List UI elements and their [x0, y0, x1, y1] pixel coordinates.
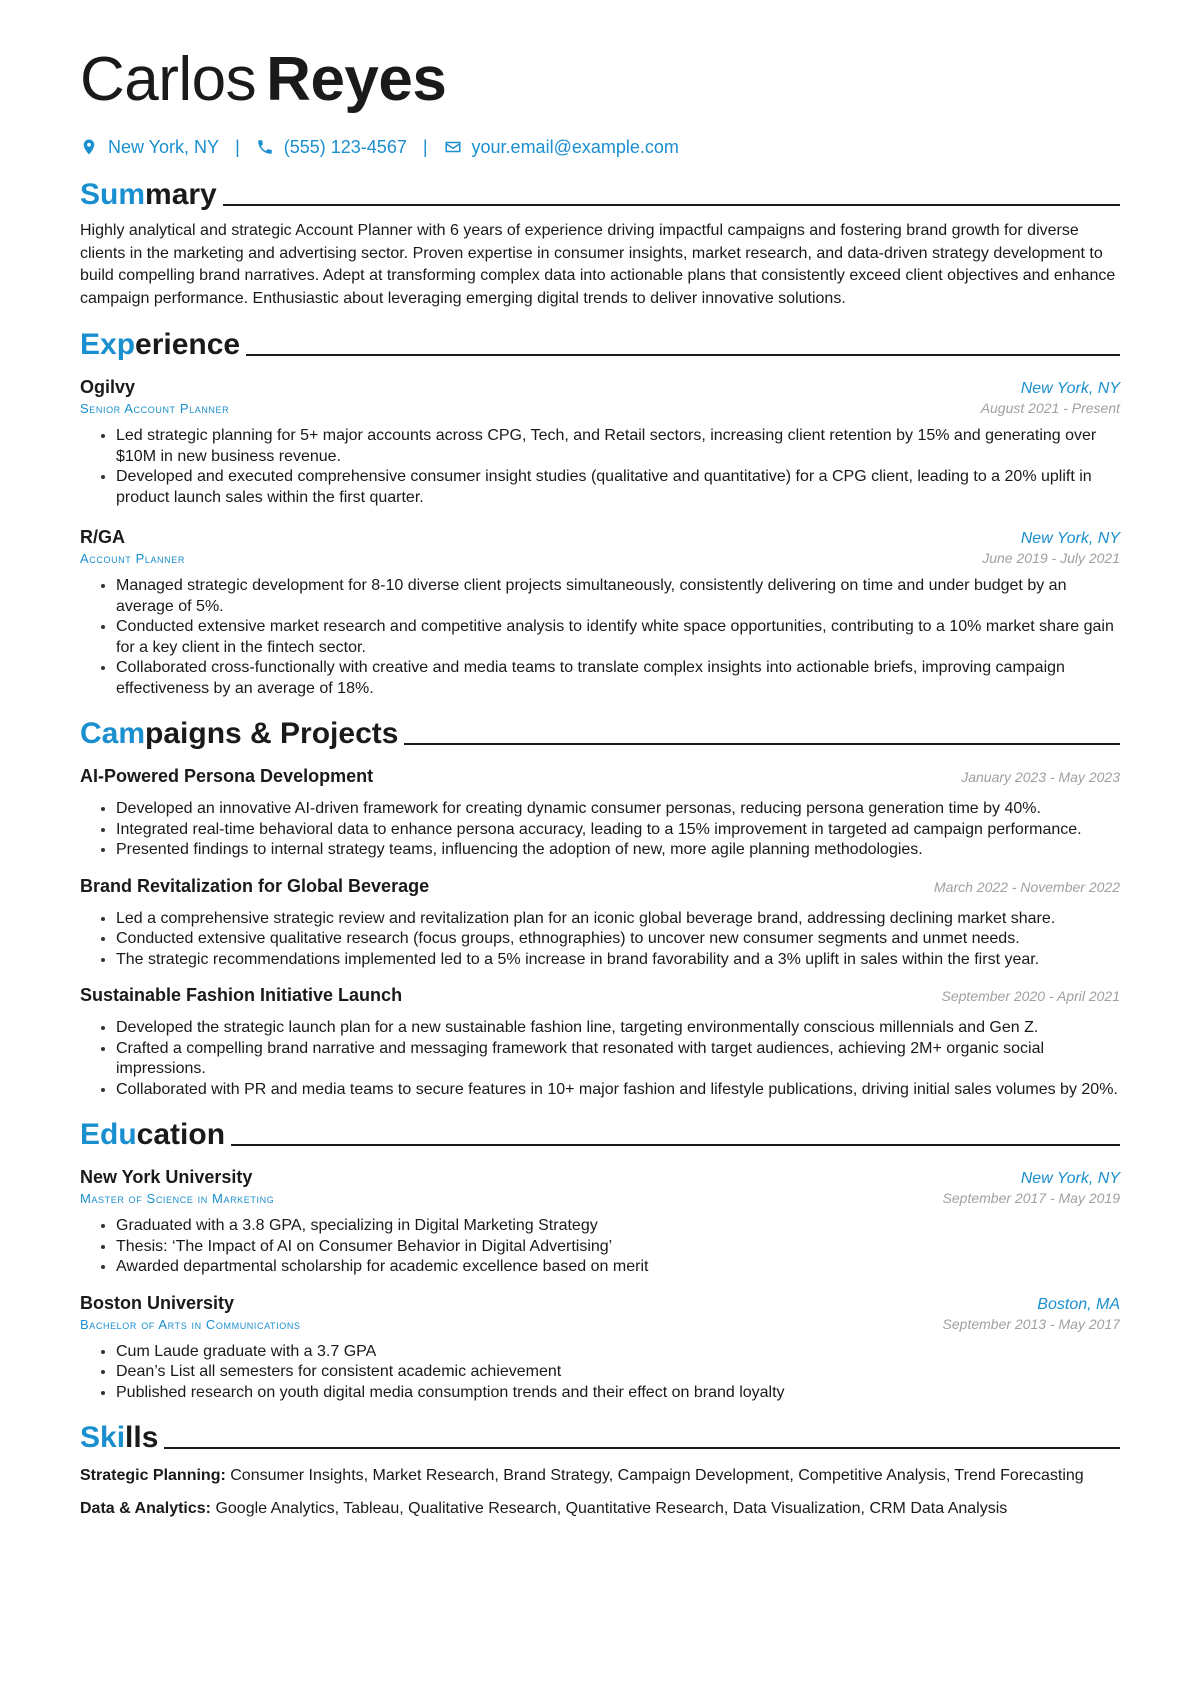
project-entry: [80, 763, 1120, 861]
entry-dates: September 2017 - May 2019: [942, 1190, 1120, 1206]
skill-category: Strategic Planning:: [80, 1467, 226, 1484]
skill-category: Data & Analytics:: [80, 1499, 211, 1517]
education-entry: [80, 1290, 1120, 1404]
location-text: New York, NY: [108, 136, 220, 157]
project-title: Sustainable Fashion Initiative Launch: [80, 985, 403, 1005]
entry-dates: August 2021 - Present: [980, 400, 1120, 416]
skill-values: Consumer Insights, Market Research, Brand Strategy, Campaign Development, Competitive Analysis, Trend Forecasting: [230, 1467, 1084, 1484]
phone-text[interactable]: (555) 123-4567: [283, 136, 407, 157]
section-rule: [246, 354, 1120, 356]
bullet-item: • Conducted extensive market research and competitive analysis to identify white space opportunities, contributing to a 10% market share gain for a key client in the fintech sector.: [116, 617, 1120, 658]
section-title: Education: [80, 1118, 226, 1151]
candidate-name: [80, 40, 1120, 120]
entry-dates: June 2019 - July 2021: [982, 550, 1120, 566]
company-name: R/GA: [80, 527, 125, 547]
entry-dates: March 2022 - November 2022: [934, 878, 1120, 895]
bullet-item: • Integrated real-time behavioral data to enhance persona accuracy, leading to a 15% improvement in targeted ad campaign performance.: [116, 820, 1120, 841]
company-name: Ogilvy: [80, 377, 136, 397]
section-title: Experience: [80, 328, 241, 361]
resume-page: [80, 40, 1120, 1520]
project-entry: [80, 982, 1120, 1100]
contact-email[interactable]: [444, 137, 679, 158]
bullet-item: • Managed strategic development for 8-10 diverse client projects simultaneously, consistently delivering on time and under budget by an average of 5%.: [116, 576, 1120, 617]
bullet-item: • Led a comprehensive strategic review and revitalization plan for an iconic global beverage brand, addressing declining market share.: [116, 909, 1120, 930]
bullet-item: • Cum Laude graduate with a 3.7 GPA: [116, 1342, 1120, 1363]
first-name: Carlos: [80, 45, 257, 114]
bullet-item: • Dean’s List all semesters for consistent academic achievement: [116, 1362, 1120, 1383]
degree-title: Bachelor of Arts in Communications: [80, 1316, 301, 1332]
bullet-item: • Developed the strategic launch plan for a new sustainable fashion line, targeting environmentally conscious millennials and Gen Z.: [116, 1018, 1120, 1039]
experience-entry: [80, 524, 1120, 699]
contact-bar: [80, 134, 1120, 160]
bullet-item: • Developed and executed comprehensive consumer insight studies (qualitative and quantitative) for a CPG client, leading to a 20% uplift in product launch sales within the first quarter.: [116, 467, 1120, 508]
bullet-item: • Graduated with a 3.8 GPA, specializing in Digital Marketing Strategy: [116, 1216, 1120, 1237]
entry-dates: September 2013 - May 2017: [942, 1315, 1120, 1332]
school-name: Boston University: [80, 1292, 235, 1313]
summary-text: Highly analytical and strategic Account Planner with 6 years of experience driving impactful campaigns and fostering brand growth for diverse clients in the marketing and advertising sector. Proven expertise in consumer insights, market research, and data-driven strategy development to build compelling brand narratives. Adept at transforming complex data into actionable plans that consistently exceed client objectives and enhance campaign performance. Enthusiastic about leveraging emerging digital trends to deliver innovative solutions.: [80, 222, 1116, 307]
education-heading: [80, 1114, 1120, 1152]
section-title: Summary: [80, 178, 217, 211]
school-name: New York University: [80, 1167, 253, 1187]
entry-dates: January 2023 - May 2023: [961, 769, 1120, 785]
bullet-list: [80, 1216, 1120, 1278]
entry-location: Boston, MA: [1037, 1295, 1120, 1313]
section-rule: [404, 743, 1120, 745]
section-title: Skills: [80, 1421, 159, 1454]
section-rule: [164, 1447, 1120, 1449]
contact-separator: |: [235, 136, 240, 157]
map-pin-icon: [80, 138, 98, 156]
project-entry: [80, 873, 1120, 971]
entry-location: New York, NY: [1020, 380, 1120, 397]
bullet-item: • Conducted extensive qualitative research (focus groups, ethnographies) to uncover new consumer segments and unmet needs.: [116, 929, 1120, 950]
bullet-item: • Crafted a compelling brand narrative and messaging framework that resonated with target audiences, achieving 2M+ organic social impressions.: [116, 1039, 1120, 1080]
bullet-list: [80, 576, 1120, 699]
bullet-item: • Developed an innovative AI-driven framework for creating dynamic consumer personas, reducing persona generation time by 40%.: [116, 799, 1120, 820]
skill-row: [80, 1498, 1120, 1521]
bullet-list: [80, 1018, 1120, 1100]
education-entry: [80, 1164, 1120, 1278]
bullet-item: • Led strategic planning for 5+ major accounts across CPG, Tech, and Retail sectors, increasing client retention by 15% and generating over $10M in new business revenue.: [116, 426, 1120, 467]
skills-heading: [80, 1417, 1120, 1455]
email-icon: [444, 138, 462, 156]
project-title: AI-Powered Persona Development: [80, 766, 374, 786]
entry-dates: September 2020 - April 2021: [941, 988, 1120, 1004]
bullet-item: • Collaborated cross-functionally with creative and media teams to translate complex insights into actionable briefs, improving campaign effectiveness by an average of 18%.: [116, 658, 1120, 699]
email-link[interactable]: your.email@example.com: [471, 136, 679, 157]
summary-heading: [80, 174, 1120, 212]
section-rule: [231, 1144, 1120, 1146]
job-title: Account Planner: [80, 551, 185, 566]
bullet-item: • The strategic recommendations implemented led to a 5% increase in brand favorability and a 3% uplift in sales within the first year.: [116, 950, 1120, 971]
bullet-item: • Published research on youth digital media consumption trends and their effect on brand loyalty: [116, 1383, 1120, 1404]
section-title: Campaigns & Projects: [80, 717, 399, 750]
bullet-list: [80, 1342, 1120, 1404]
contact-separator: |: [422, 136, 428, 157]
skill-values: Google Analytics, Tableau, Qualitative Research, Quantitative Research, Data Visualization, CRM Data Analysis: [215, 1499, 1008, 1517]
projects-heading: [80, 713, 1120, 751]
skills-list: [80, 1465, 1120, 1520]
phone-icon: [256, 138, 274, 156]
bullet-item: • Thesis: ‘The Impact of AI on Consumer Behavior in Digital Advertising’: [116, 1237, 1120, 1258]
experience-entry: [80, 374, 1120, 508]
entry-location: New York, NY: [1020, 1170, 1120, 1187]
bullet-list: [80, 426, 1120, 508]
bullet-list: [80, 909, 1120, 971]
contact-location: [80, 137, 219, 158]
last-name: Reyes: [266, 45, 447, 114]
entry-location: New York, NY: [1020, 530, 1120, 547]
project-title: Brand Revitalization for Global Beverage: [80, 875, 430, 896]
degree-title: Master of Science in Marketing: [80, 1191, 275, 1206]
bullet-item: • Presented findings to internal strategy teams, influencing the adoption of new, more agile planning methodologies.: [116, 840, 1120, 861]
experience-heading: [80, 324, 1120, 362]
job-title: Senior Account Planner: [80, 401, 230, 416]
bullet-item: • Collaborated with PR and media teams to secure features in 10+ major fashion and lifestyle publications, driving initial sales volumes by 20%.: [116, 1080, 1120, 1101]
bullet-item: • Awarded departmental scholarship for academic excellence based on merit: [116, 1257, 1120, 1278]
skill-row: [80, 1465, 1120, 1488]
section-rule: [223, 204, 1120, 206]
contact-phone[interactable]: [256, 137, 407, 158]
bullet-list: [80, 799, 1120, 861]
